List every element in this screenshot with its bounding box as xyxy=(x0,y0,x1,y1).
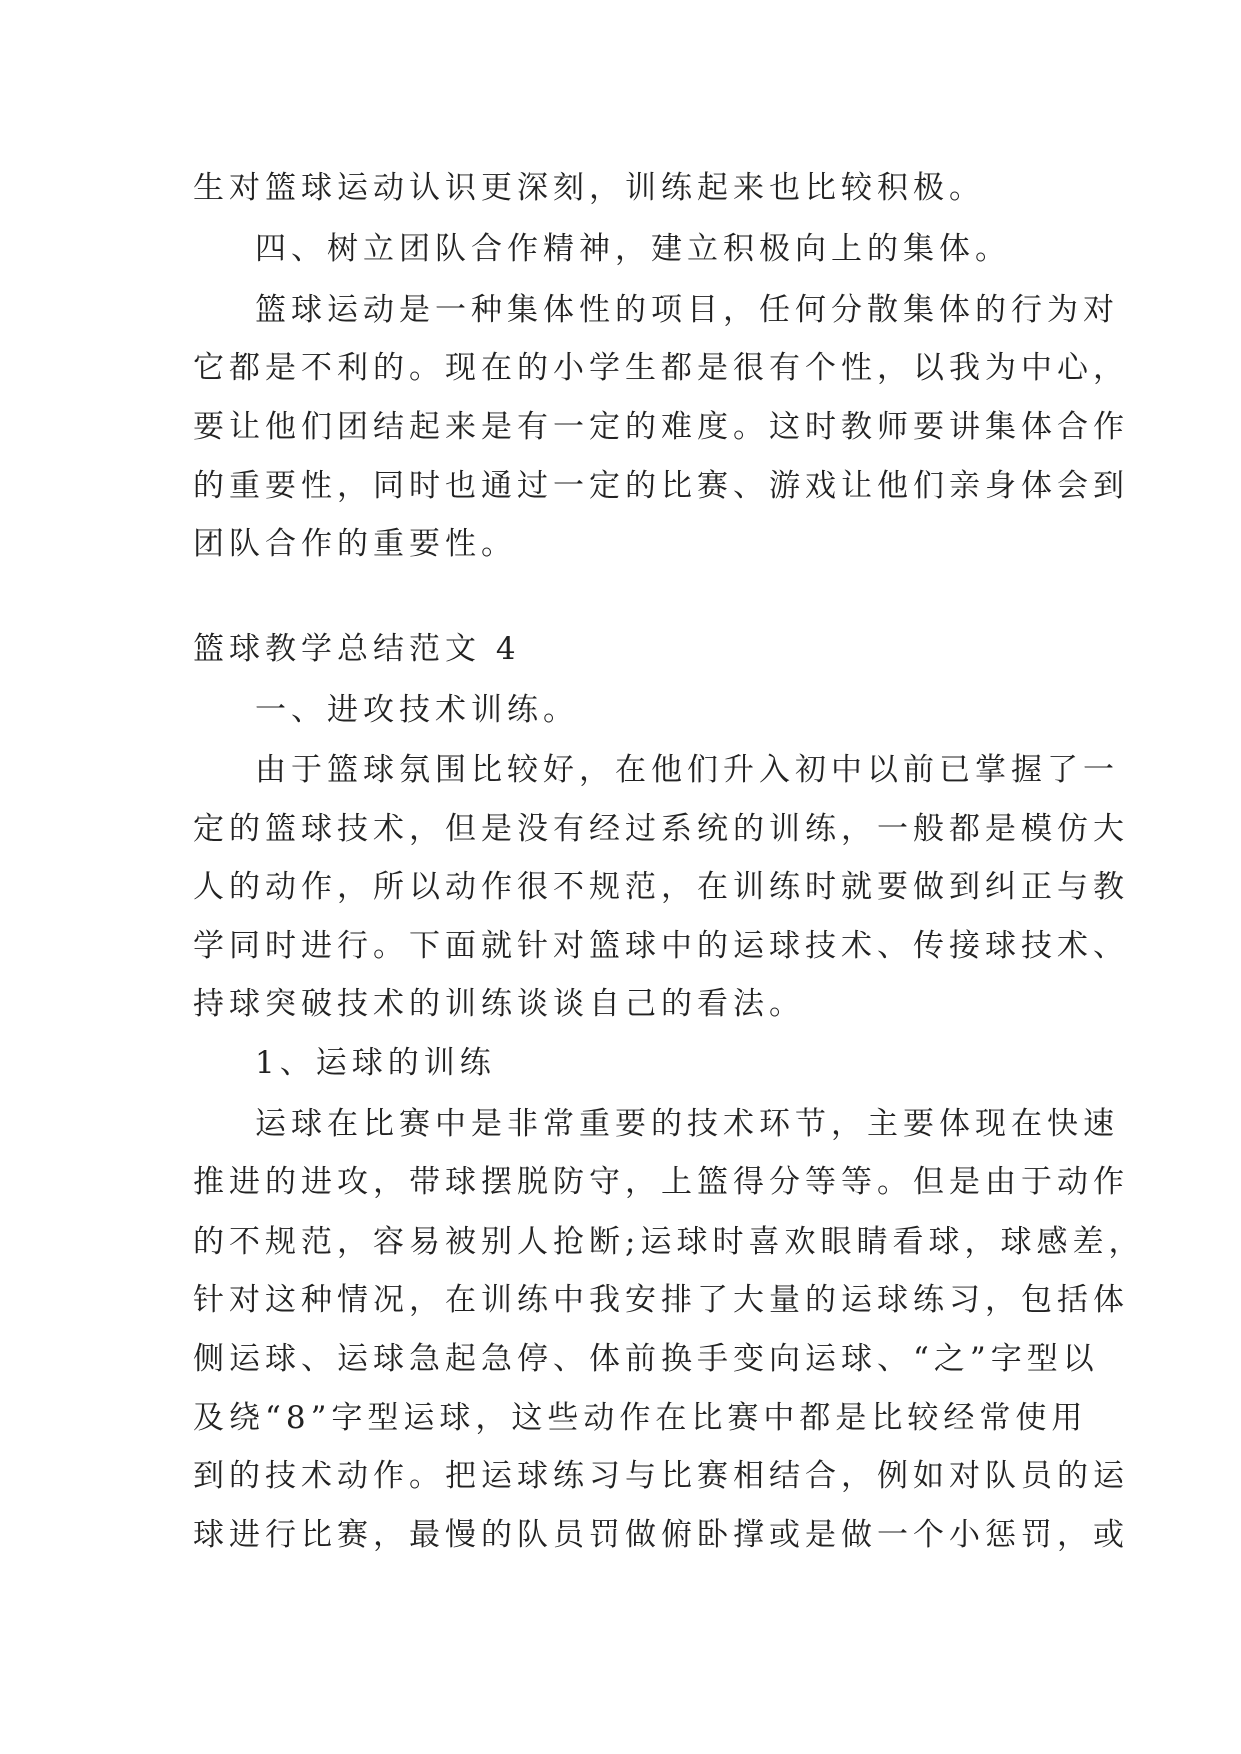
text-line: 的不规范，容易被别人抢断;运球时喜欢眼睛看球，球感差， xyxy=(193,1224,1145,1260)
text-line: 团队合作的重要性。 xyxy=(193,526,517,562)
text-line: 学同时进行。下面就针对篮球中的运球技术、传接球技术、 xyxy=(193,928,1129,964)
text-line: 四、树立团队合作精神，建立积极向上的集体。 xyxy=(255,231,1011,267)
text-line: 的重要性，同时也通过一定的比赛、游戏让他们亲身体会到 xyxy=(193,468,1129,504)
text-line: 球进行比赛，最慢的队员罚做俯卧撑或是做一个小惩罚，或 xyxy=(193,1517,1129,1553)
text-line: 针对这种情况，在训练中我安排了大量的运球练习，包括体 xyxy=(193,1282,1129,1318)
text-line: 生对篮球运动认识更深刻，训练起来也比较积极。 xyxy=(193,170,985,206)
text-line: 定的篮球技术，但是没有经过系统的训练，一般都是模仿大 xyxy=(193,811,1129,847)
text-line: 人的动作，所以动作很不规范，在训练时就要做到纠正与教 xyxy=(193,869,1129,905)
text-line: 运球在比赛中是非常重要的技术环节，主要体现在快速 xyxy=(255,1106,1119,1142)
text-line: 由于篮球氛围比较好，在他们升入初中以前已掌握了一 xyxy=(255,752,1119,788)
section-heading: 篮球教学总结范文 4 xyxy=(193,631,521,667)
text-line: 它都是不利的。现在的小学生都是很有个性，以我为中心， xyxy=(193,350,1129,386)
text-line: 1、运球的训练 xyxy=(255,1045,496,1081)
text-line: 侧运球、运球急起急停、体前换手变向运球、“之”字型以 xyxy=(193,1341,1099,1377)
text-line: 推进的进攻，带球摆脱防守，上篮得分等等。但是由于动作 xyxy=(193,1164,1129,1200)
text-line: 持球突破技术的训练谈谈自己的看法。 xyxy=(193,986,805,1022)
text-line: 及绕“8”字型运球，这些动作在比赛中都是比较经常使用 xyxy=(193,1400,1088,1436)
text-line: 篮球运动是一种集体性的项目，任何分散集体的行为对 xyxy=(255,292,1119,328)
text-line: 要让他们团结起来是有一定的难度。这时教师要讲集体合作 xyxy=(193,409,1129,445)
text-line: 一、进攻技术训练。 xyxy=(255,692,579,728)
text-line: 到的技术动作。把运球练习与比赛相结合，例如对队员的运 xyxy=(193,1458,1129,1494)
